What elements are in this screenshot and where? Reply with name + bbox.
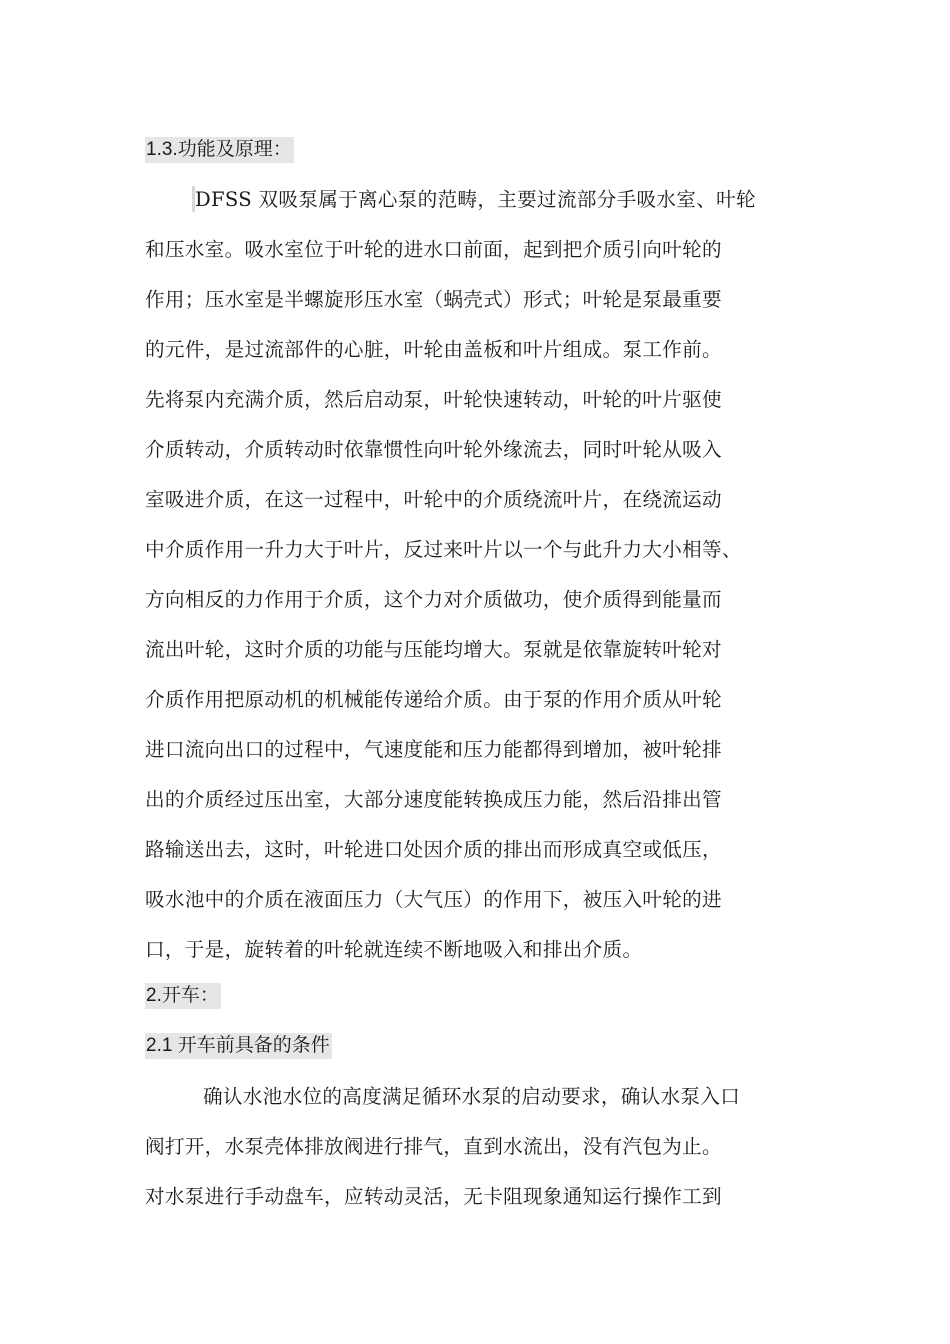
body-line: 室吸进介质，在这一过程中，叶轮中的介质绕流叶片，在绕流运动 [145, 488, 722, 511]
section-heading-1-3: 1.3.功能及原理： [145, 137, 294, 163]
body-line: 流出叶轮，这时介质的功能与压能均增大。泵就是依靠旋转叶轮对 [145, 638, 722, 661]
body-line: 进口流向出口的过程中，气速度能和压力能都得到增加，被叶轮排 [145, 738, 722, 761]
body-line: 对水泵进行手动盘车，应转动灵活，无卡阻现象通知运行操作工到 [145, 1185, 722, 1208]
body-line: 介质转动，介质转动时依靠惯性向叶轮外缘流去，同时叶轮从吸入 [145, 438, 722, 461]
body-line: 方向相反的力作用于介质，这个力对介质做功，使介质得到能量而 [145, 588, 722, 611]
body-line: 和压水室。吸水室位于叶轮的进水口前面，起到把介质引向叶轮的 [145, 238, 722, 261]
body-line: 出的介质经过压出室，大部分速度能转换成压力能，然后沿排出管 [145, 788, 722, 811]
body-line: 中介质作用一升力大于叶片，反过来叶片以一个与此升力大小相等、 [145, 538, 742, 561]
body-line: 路输送出去，这时，叶轮进口处因介质的排出而形成真空或低压， [145, 838, 722, 861]
body-line: 确认水池水位的高度满足循环水泵的启动要求，确认水泵入口 [203, 1085, 741, 1108]
body-line: 先将泵内充满介质，然后启动泵，叶轮快速转动，叶轮的叶片驱使 [145, 388, 722, 411]
body-line: 的元件，是过流部件的心脏，叶轮由盖板和叶片组成。泵工作前。 [145, 338, 722, 361]
body-line: 介质作用把原动机的机械能传递给介质。由于泵的作用介质从叶轮 [145, 688, 722, 711]
body-line: 吸水池中的介质在液面压力（大气压）的作用下，被压入叶轮的进 [145, 888, 722, 911]
body-line: DFSS 双吸泵属于离心泵的范畴，主要过流部分手吸水室、叶轮 [195, 188, 756, 211]
section-heading-2-1: 2.1 开车前具备的条件 [145, 1033, 332, 1059]
body-line: 阀打开，水泵壳体排放阀进行排气，直到水流出，没有汽包为止。 [145, 1135, 722, 1158]
body-line: 口，于是，旋转着的叶轮就连续不断地吸入和排出介质。 [145, 938, 643, 961]
section-heading-2: 2.开车： [145, 983, 221, 1009]
body-line: 作用；压水室是半螺旋形压水室（蜗壳式）形式；叶轮是泵最重要 [145, 288, 722, 311]
